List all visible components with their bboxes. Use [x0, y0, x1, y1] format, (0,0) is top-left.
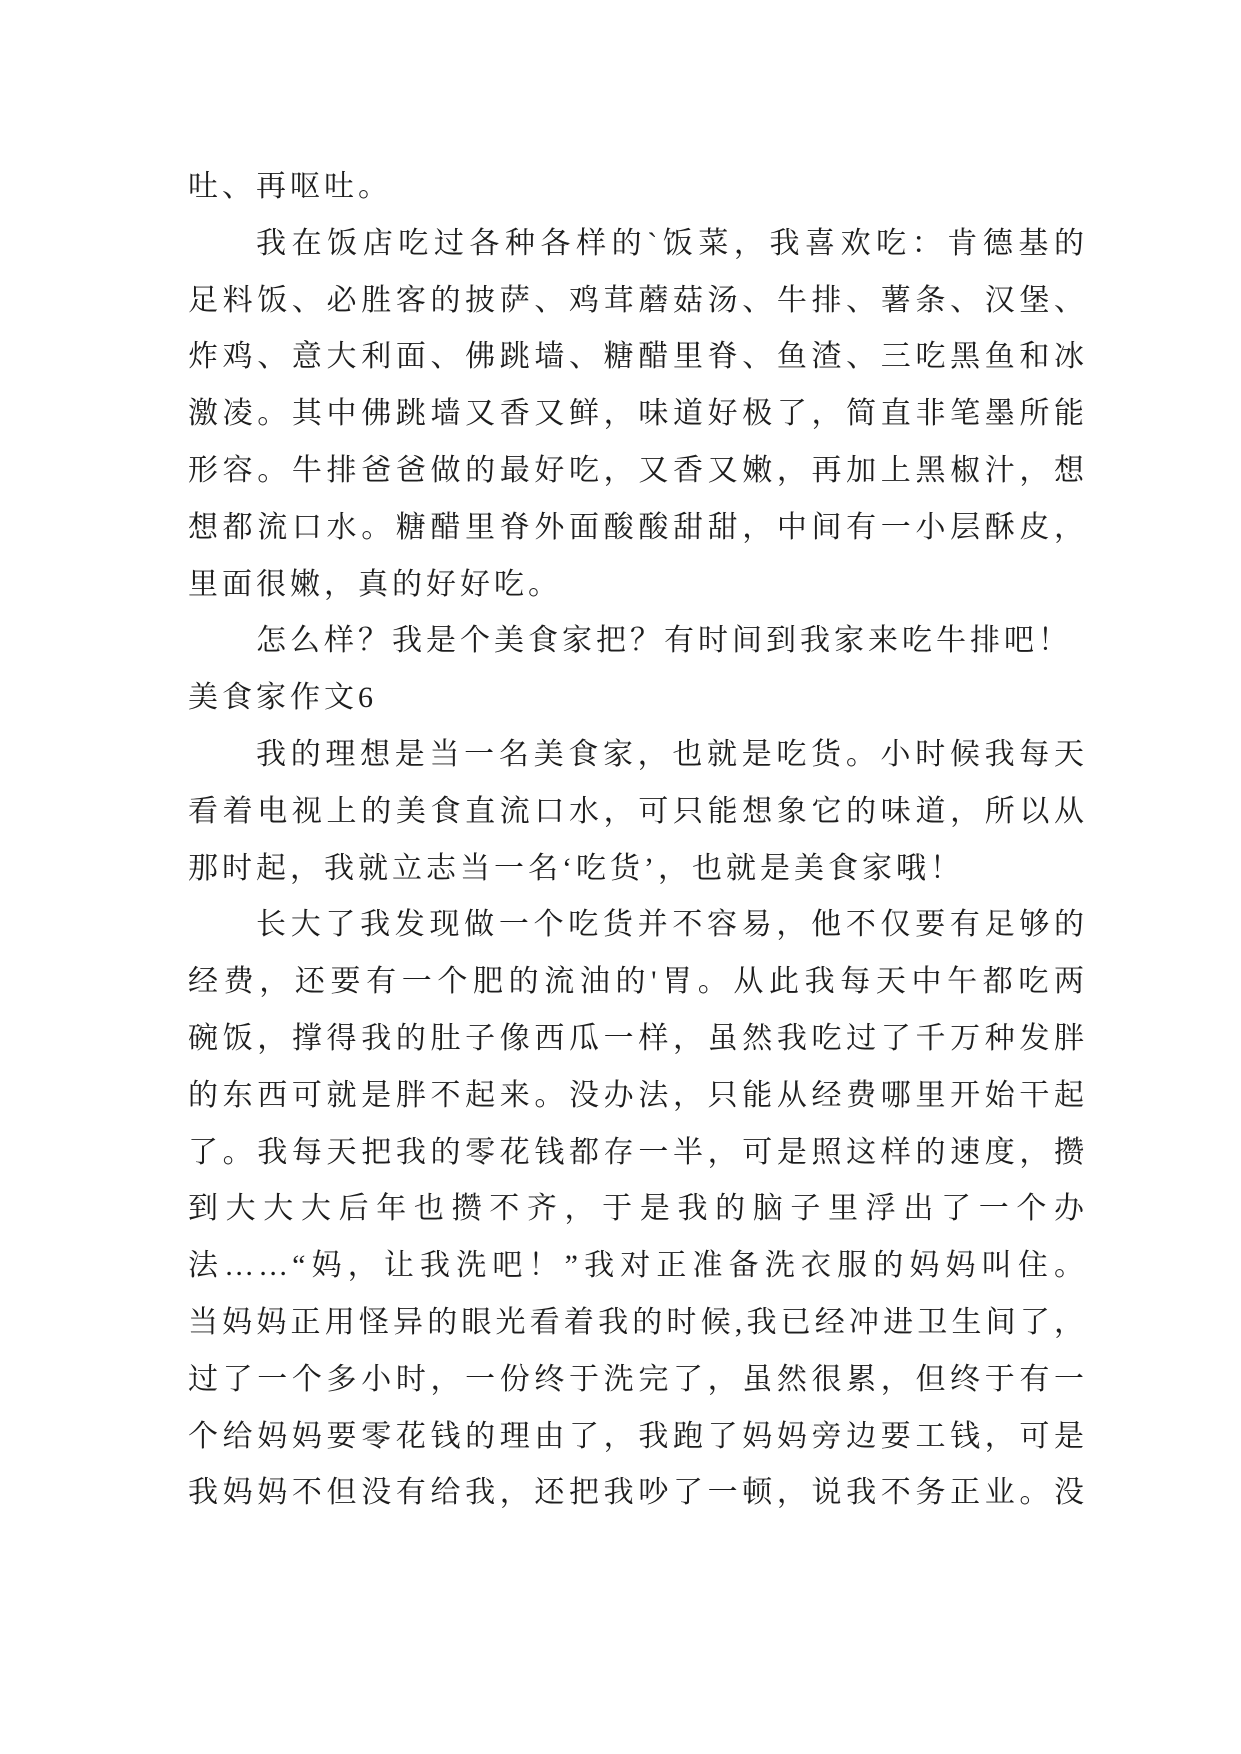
essay-body	[188, 159, 1088, 1522]
essay-line: 足料饭、必胜客的披萨、鸡茸蘑菇汤、牛排、薯条、汉堡、	[188, 283, 1088, 317]
essay-line: 形容。牛排爸爸做的最好吃，又香又嫩，再加上黑椒汁，想	[188, 453, 1088, 487]
essay-line: 想都流口水。糖醋里脊外面酸酸甜甜，中间有一小层酥皮，	[188, 510, 1088, 544]
essay-line: 里面很嫩，真的好好吃。	[188, 567, 562, 601]
essay-line: 到大大大后年也攒不齐，于是我的脑子里浮出了一个办	[188, 1192, 1088, 1226]
essay-line: 长大了我发现做一个吃货并不容易，他不仅要有足够的	[256, 908, 1088, 942]
essay-line: 那时起，我就立志当一名‘吃货’，也就是美食家哦！	[188, 851, 964, 885]
essay-line: 我在饭店吃过各种各样的`饭菜，我喜欢吃：肯德基的	[256, 226, 1088, 260]
essay-line: 当妈妈正用怪异的眼光看着我的时候,我已经冲进卫生间了，	[188, 1305, 1088, 1339]
essay-line: 我妈妈不但没有给我，还把我吵了一顿，说我不务正业。没	[188, 1476, 1088, 1510]
essay-line: 吐、再呕吐。	[188, 170, 392, 203]
essay-line: 怎么样？我是个美食家把？有时间到我家来吃牛排吧！	[256, 624, 1072, 658]
essay-line: 经费，还要有一个肥的流油的'胃。从此我每天中午都吃两	[188, 965, 1088, 999]
essay-line: 碗饭，撑得我的肚子像西瓜一样，虽然我吃过了千万种发胖	[188, 1021, 1088, 1055]
essay-line: 的东西可就是胖不起来。没办法，只能从经费哪里开始干起	[188, 1078, 1088, 1112]
essay-line: 个给妈妈要零花钱的理由了，我跑了妈妈旁边要工钱，可是	[188, 1419, 1088, 1453]
essay-line: 了。我每天把我的零花钱都存一半，可是照这样的速度，攒	[188, 1135, 1088, 1169]
essay-line: 我的理想是当一名美食家，也就是吃货。小时候我每天	[256, 737, 1088, 771]
essay-heading: 美食家作文6	[188, 681, 377, 715]
essay-line: 过了一个多小时，一份终于洗完了，虽然很累，但终于有一	[188, 1362, 1088, 1396]
essay-line: 看着电视上的美食直流口水，可只能想象它的味道，所以从	[188, 794, 1088, 828]
essay-line: 法……“妈，让我洗吧！”我对正准备洗衣服的妈妈叫住。	[188, 1249, 1088, 1283]
essay-line: 炸鸡、意大利面、佛跳墙、糖醋里脊、鱼渣、三吃黑鱼和冰	[188, 340, 1088, 374]
essay-line: 激凌。其中佛跳墙又香又鲜，味道好极了，简直非笔墨所能	[188, 397, 1088, 431]
